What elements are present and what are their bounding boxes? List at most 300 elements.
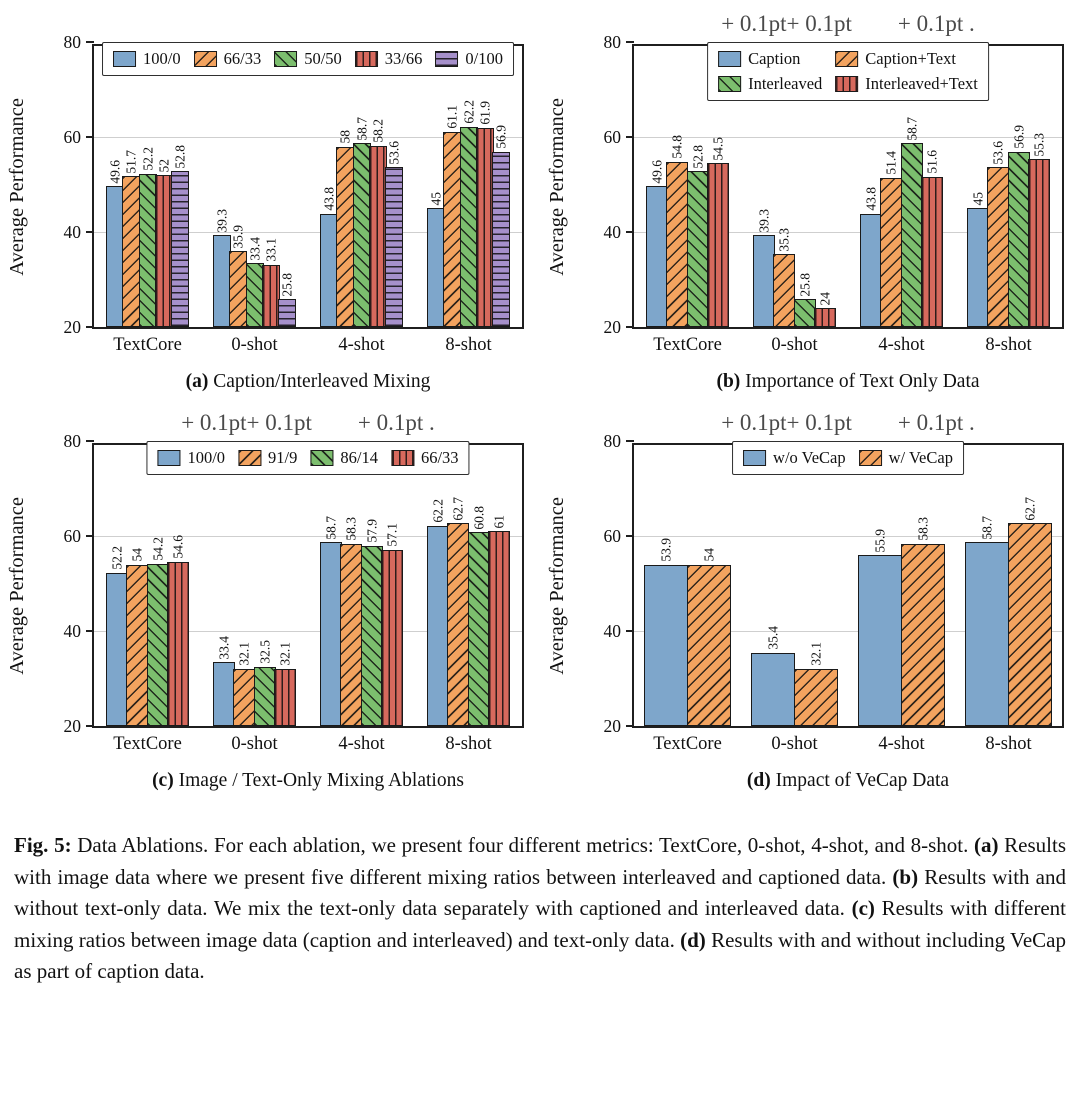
bar-value-text: 33.4 bbox=[246, 236, 262, 261]
bar-value-label bbox=[864, 187, 878, 211]
bar-value-text: 51.7 bbox=[123, 149, 139, 174]
bar-value-label bbox=[767, 626, 781, 650]
bar-group bbox=[94, 46, 201, 327]
bar-fill bbox=[263, 266, 279, 326]
latex-artifact-text: + 0.1pt . bbox=[897, 11, 975, 36]
bar-value-text: 54.6 bbox=[170, 535, 186, 559]
bar-value-text: 45 bbox=[970, 191, 986, 206]
bar-fill bbox=[382, 551, 402, 725]
plot-area bbox=[63, 32, 524, 355]
legend-swatch bbox=[718, 76, 741, 92]
bar-fill bbox=[902, 144, 922, 326]
y-tick-label: 80 bbox=[63, 431, 81, 451]
legend-item bbox=[238, 448, 297, 468]
bar bbox=[687, 144, 709, 327]
y-tick-mark bbox=[626, 326, 634, 328]
subtitle-prefix: (d) bbox=[746, 770, 771, 791]
bar-value-label bbox=[371, 119, 385, 143]
bar-fill bbox=[247, 264, 263, 326]
y-tick-mark bbox=[626, 725, 634, 727]
bar bbox=[353, 116, 371, 327]
bar-value-text: 57.1 bbox=[384, 523, 400, 547]
bar bbox=[967, 191, 989, 327]
bar-group bbox=[955, 445, 1062, 726]
bar-fill bbox=[667, 163, 687, 326]
bar-value-text: 52.8 bbox=[172, 144, 188, 169]
bar-fill bbox=[988, 168, 1008, 326]
x-tick-label: 4-shot bbox=[338, 335, 385, 355]
bar-value-text: 52.2 bbox=[139, 147, 155, 172]
bar-value-text: 54.5 bbox=[710, 136, 726, 161]
y-tick-label: 40 bbox=[63, 222, 81, 242]
bar-value-text: 56.9 bbox=[493, 125, 509, 149]
x-tick-label: 0-shot bbox=[771, 335, 818, 355]
bar bbox=[901, 517, 945, 726]
chart-a-caption-interleaved-mixing bbox=[0, 2, 540, 393]
y-axis-label-text: Average Performance bbox=[5, 97, 28, 276]
bar-fill bbox=[469, 533, 489, 725]
chart-c-image-text-only-mixing-ablations bbox=[0, 401, 540, 792]
bar-value-label bbox=[429, 192, 443, 206]
bar-value-label bbox=[1023, 497, 1037, 521]
y-tick-mark bbox=[86, 326, 94, 328]
y-tick-mark bbox=[626, 535, 634, 537]
bar bbox=[794, 641, 838, 726]
legend bbox=[707, 42, 989, 101]
bar-value-text: 52.2 bbox=[109, 546, 125, 571]
plot-row bbox=[5, 32, 524, 355]
bar-value-label bbox=[108, 160, 122, 184]
bar-fill bbox=[255, 668, 275, 725]
bar-value-text: 49.6 bbox=[106, 159, 122, 184]
bar-value-text: 53.6 bbox=[990, 140, 1006, 165]
bar bbox=[139, 147, 157, 327]
y-tick-mark bbox=[86, 725, 94, 727]
bar-value-label bbox=[171, 535, 185, 559]
bar-value-label bbox=[264, 238, 278, 262]
subtitle-text: Importance of Text Only Data bbox=[745, 371, 980, 392]
y-tick-label: 80 bbox=[603, 431, 621, 451]
chart-subtitle bbox=[92, 371, 524, 393]
bar bbox=[213, 635, 235, 726]
bar-value-text: 35.9 bbox=[230, 224, 246, 249]
bar-value-text: 51.4 bbox=[883, 151, 899, 175]
y-tick-mark bbox=[86, 41, 94, 43]
bar bbox=[171, 144, 189, 327]
bar bbox=[122, 149, 140, 327]
bar-value-text: 24 bbox=[817, 291, 833, 305]
bar-value-label bbox=[355, 117, 369, 141]
bar bbox=[858, 528, 902, 726]
bar-fill bbox=[708, 164, 728, 326]
latex-artifact-note bbox=[92, 403, 524, 443]
subtitle-prefix: (c) bbox=[152, 770, 174, 791]
bar-value-label bbox=[809, 642, 823, 666]
bar-fill bbox=[107, 574, 127, 725]
legend-swatch bbox=[859, 450, 882, 466]
x-tick-label: 4-shot bbox=[338, 734, 385, 754]
bar-value-label bbox=[702, 548, 716, 562]
bar bbox=[773, 227, 795, 327]
legend-swatch bbox=[194, 51, 217, 67]
legend-label: w/ VeCap bbox=[888, 448, 953, 467]
bar bbox=[126, 548, 148, 727]
bar-fill bbox=[127, 566, 147, 726]
bar-value-text: 54 bbox=[129, 548, 145, 562]
y-axis-label bbox=[544, 443, 570, 728]
bar-fill bbox=[477, 129, 493, 326]
legend-label: Interleaved+Text bbox=[865, 74, 978, 93]
bar-value-label bbox=[215, 209, 229, 233]
bar-value-text: 57.9 bbox=[363, 519, 379, 543]
bar-fill bbox=[493, 153, 509, 326]
bar-value-label bbox=[992, 141, 1006, 165]
y-tick-label: 40 bbox=[63, 621, 81, 641]
caption-bold-text: Fig. 5: bbox=[14, 833, 72, 857]
x-tick-label: 4-shot bbox=[878, 734, 925, 754]
bar-value-text: 54 bbox=[700, 548, 716, 562]
bar-value-text: 52.8 bbox=[689, 144, 705, 169]
legend bbox=[732, 441, 964, 475]
latex-artifact-note bbox=[632, 403, 1064, 443]
bar-value-label bbox=[231, 225, 245, 249]
bar-value-text: 32.1 bbox=[277, 641, 293, 666]
bar-value-label bbox=[691, 145, 705, 169]
bar bbox=[340, 517, 362, 726]
y-tick-label: 60 bbox=[603, 127, 621, 147]
bar-fill bbox=[362, 547, 382, 725]
bar-value-text: 62.2 bbox=[460, 99, 476, 124]
chart-subtitle bbox=[632, 371, 1064, 393]
bar-value-label bbox=[671, 135, 685, 159]
legend-swatch bbox=[718, 51, 741, 67]
bar-fill bbox=[966, 543, 1008, 725]
plot-area bbox=[63, 431, 524, 754]
y-tick-label: 40 bbox=[603, 621, 621, 641]
bar bbox=[753, 208, 775, 327]
bar bbox=[880, 151, 902, 327]
bar bbox=[336, 130, 354, 328]
y-tick-mark bbox=[626, 41, 634, 43]
bar-value-label bbox=[472, 506, 486, 530]
legend-label: Caption+Text bbox=[865, 49, 956, 68]
legend-swatch bbox=[391, 450, 414, 466]
bar-value-text: 61.9 bbox=[477, 101, 493, 125]
bar-value-label bbox=[174, 145, 188, 169]
caption-bold-text: (c) bbox=[851, 896, 875, 920]
y-tick-mark bbox=[626, 136, 634, 138]
bar-fill bbox=[234, 670, 254, 725]
bar-fill bbox=[214, 663, 234, 725]
bar bbox=[1028, 132, 1050, 327]
y-tick-mark bbox=[86, 440, 94, 442]
bar-value-text: 58.3 bbox=[343, 517, 359, 542]
bar-value-text: 58.7 bbox=[353, 116, 369, 141]
bar bbox=[320, 515, 342, 726]
x-tick-label: TextCore bbox=[653, 734, 722, 754]
bar-value-label bbox=[711, 137, 725, 161]
y-axis-label bbox=[4, 443, 30, 728]
caption-text: Results with and without including VeCap as part of caption data. bbox=[14, 927, 1066, 983]
bar bbox=[155, 158, 173, 327]
bar bbox=[106, 159, 124, 327]
x-tick-label: 0-shot bbox=[231, 335, 278, 355]
bar-fill bbox=[1009, 153, 1029, 326]
y-tick-label: 60 bbox=[603, 526, 621, 546]
legend-label: w/o VeCap bbox=[773, 448, 846, 467]
legend-item bbox=[743, 448, 846, 468]
plot-row bbox=[545, 431, 1064, 754]
figure-charts-grid bbox=[0, 2, 1080, 800]
bar-fill bbox=[774, 255, 794, 326]
y-tick-label: 80 bbox=[603, 32, 621, 52]
bar-fill bbox=[275, 670, 295, 725]
bar-value-text: 45 bbox=[427, 191, 443, 206]
bar-value-text: 53.6 bbox=[386, 140, 402, 165]
bar bbox=[278, 272, 296, 327]
bar-value-label bbox=[650, 160, 664, 184]
bar-group bbox=[308, 445, 415, 726]
bar bbox=[167, 535, 189, 726]
latex-artifact-text: + 0.1pt+ 0.1pt bbox=[181, 410, 312, 435]
bar-value-text: 32.5 bbox=[256, 640, 272, 664]
bar-value-text: 43.8 bbox=[320, 187, 336, 211]
bar bbox=[646, 159, 668, 327]
x-tick-label: 4-shot bbox=[878, 335, 925, 355]
x-tick-label: 8-shot bbox=[445, 335, 492, 355]
caption-text: Results with and without text-only data. We mix the text-only data separately with captioned and interleaved data. bbox=[14, 864, 1066, 920]
bar-group bbox=[415, 445, 522, 726]
bar bbox=[666, 135, 688, 327]
bar-fill bbox=[1029, 160, 1049, 326]
bar bbox=[901, 116, 923, 327]
bar-value-label bbox=[495, 125, 509, 149]
bar-value-text: 39.3 bbox=[213, 208, 229, 233]
chart-b-importance-of-text-only-data bbox=[540, 2, 1080, 393]
legend-item bbox=[194, 49, 262, 69]
bar bbox=[860, 187, 882, 327]
y-tick-label: 60 bbox=[63, 526, 81, 546]
bar-value-label bbox=[151, 537, 165, 561]
bar-fill bbox=[688, 566, 730, 726]
bar-value-label bbox=[365, 519, 379, 543]
caption-text: Results with image data where we present five different mixing ratios between interleaved and captioned data. bbox=[14, 833, 1067, 889]
bar-value-text: 25.8 bbox=[796, 272, 812, 297]
bar-value-label bbox=[885, 151, 899, 175]
legend-swatch bbox=[435, 51, 458, 67]
x-tick-label: 8-shot bbox=[985, 335, 1032, 355]
plot-row bbox=[5, 431, 524, 754]
bar-value-label bbox=[916, 517, 930, 541]
legend-label: 100/0 bbox=[143, 49, 181, 68]
bar-value-text: 56.9 bbox=[1010, 125, 1026, 149]
bar-value-label bbox=[278, 642, 292, 666]
bar-value-label bbox=[141, 147, 155, 171]
legend-item bbox=[835, 49, 978, 69]
bar-fill bbox=[172, 172, 188, 326]
bar bbox=[369, 118, 387, 327]
bar-value-text: 43.8 bbox=[863, 187, 879, 211]
bar-value-text: 53.9 bbox=[658, 538, 674, 562]
bar-value-text: 51.6 bbox=[924, 150, 940, 174]
latex-artifact-text: + 0.1pt . bbox=[357, 410, 435, 435]
bar bbox=[1008, 125, 1030, 327]
latex-artifact-text: + 0.1pt+ 0.1pt bbox=[721, 410, 852, 435]
bar-value-text: 33.1 bbox=[263, 238, 279, 262]
legend-item bbox=[391, 448, 459, 468]
bar bbox=[427, 191, 445, 327]
y-axis-label-text: Average Performance bbox=[5, 496, 28, 675]
bar-group bbox=[415, 46, 522, 327]
legend-item bbox=[157, 448, 225, 468]
bar bbox=[147, 536, 169, 726]
bar bbox=[229, 224, 247, 327]
bar-value-label bbox=[324, 516, 338, 540]
bar bbox=[427, 498, 449, 726]
legend-label: 100/0 bbox=[187, 448, 226, 467]
bar-value-text: 55.3 bbox=[1031, 132, 1047, 157]
bar-value-label bbox=[345, 517, 359, 541]
plot-area bbox=[603, 32, 1064, 355]
bar-fill bbox=[168, 563, 188, 725]
bar bbox=[707, 136, 729, 327]
bar-fill bbox=[279, 300, 295, 326]
subtitle-prefix: (a) bbox=[185, 371, 209, 392]
bar bbox=[1008, 496, 1052, 726]
figure-caption bbox=[14, 830, 1066, 988]
y-tick-label: 20 bbox=[603, 716, 621, 736]
bar-value-label bbox=[157, 159, 171, 173]
bar bbox=[751, 626, 795, 726]
bar-value-label bbox=[1012, 125, 1026, 149]
latex-artifact-note bbox=[92, 4, 524, 44]
subtitle-prefix: (b) bbox=[716, 371, 741, 392]
y-tick-mark bbox=[626, 440, 634, 442]
bar-value-label bbox=[905, 117, 919, 141]
legend-swatch bbox=[157, 450, 180, 466]
bar-value-text: 55.9 bbox=[872, 528, 888, 553]
latex-artifact-text: + 0.1pt+ 0.1pt bbox=[721, 11, 852, 36]
bar-fill bbox=[859, 556, 901, 725]
bar-value-label bbox=[385, 523, 399, 547]
bar-value-label bbox=[452, 497, 466, 521]
caption-text: Data Ablations. For each ablation, we present four different metrics: TextCore, 0-shot, 4-shot, and 8-shot. bbox=[71, 833, 975, 857]
bar-group bbox=[634, 445, 741, 726]
legend-item bbox=[435, 49, 503, 69]
bar-value-label bbox=[431, 499, 445, 523]
bar-fill bbox=[386, 168, 402, 326]
y-tick-label: 40 bbox=[603, 222, 621, 242]
bar-value-label bbox=[238, 642, 252, 666]
legend-swatch bbox=[274, 51, 297, 67]
bar-value-label bbox=[124, 150, 138, 174]
latex-artifact-note bbox=[632, 4, 1064, 44]
bar bbox=[468, 505, 490, 726]
bar-value-text: 32.1 bbox=[807, 641, 823, 666]
bar-fill bbox=[140, 175, 156, 326]
legend-swatch bbox=[743, 450, 766, 466]
bar-value-label bbox=[818, 292, 832, 306]
bar bbox=[320, 187, 338, 327]
bar-value-label bbox=[248, 237, 262, 261]
bar-group bbox=[308, 46, 415, 327]
bar-value-label bbox=[1032, 133, 1046, 157]
legend-swatch bbox=[355, 51, 378, 67]
bar-fill bbox=[428, 209, 444, 326]
bar-fill bbox=[230, 252, 246, 326]
legend bbox=[102, 42, 514, 76]
bar-fill bbox=[354, 144, 370, 326]
bar-value-label bbox=[388, 141, 402, 165]
bar bbox=[921, 150, 943, 327]
y-tick-mark bbox=[86, 231, 94, 233]
x-tick-label: TextCore bbox=[113, 734, 182, 754]
legend-item bbox=[718, 74, 822, 94]
bar bbox=[443, 105, 461, 327]
bar-value-text: 61 bbox=[491, 514, 507, 529]
bar-value-text: 58.3 bbox=[914, 517, 930, 542]
legend-swatch bbox=[238, 450, 261, 466]
caption-bold-text: (a) bbox=[974, 833, 999, 857]
legend-label: 33/66 bbox=[384, 49, 423, 68]
bar bbox=[381, 523, 403, 726]
x-tick-label: 8-shot bbox=[985, 734, 1032, 754]
bar-value-text: 49.6 bbox=[649, 159, 665, 184]
bar-value-label bbox=[258, 640, 272, 664]
bar-group bbox=[741, 445, 848, 726]
bar-value-text: 58 bbox=[337, 130, 353, 144]
bar-value-text: 25.8 bbox=[279, 272, 295, 297]
bar-fill bbox=[337, 148, 353, 327]
legend-swatch bbox=[835, 51, 858, 67]
x-tick-label: TextCore bbox=[113, 335, 182, 355]
bar-value-text: 62.2 bbox=[430, 498, 446, 523]
y-tick-label: 20 bbox=[63, 716, 81, 736]
bar-value-text: 35.3 bbox=[776, 227, 792, 252]
bar bbox=[254, 640, 276, 726]
legend-swatch bbox=[113, 51, 136, 67]
bar bbox=[987, 140, 1009, 327]
x-tick-label: 8-shot bbox=[445, 734, 492, 754]
chart-d-impact-of-vecap-data bbox=[540, 401, 1080, 792]
chart-subtitle bbox=[92, 770, 524, 792]
bar-value-label bbox=[217, 636, 231, 660]
bar-fill bbox=[148, 565, 168, 725]
bar-fill bbox=[370, 147, 386, 326]
bar-value-label bbox=[874, 529, 888, 553]
bar-value-label bbox=[981, 516, 995, 540]
legend-item bbox=[310, 448, 378, 468]
bar-value-label bbox=[757, 209, 771, 233]
bar bbox=[106, 546, 128, 726]
bar bbox=[385, 140, 403, 327]
bar-value-text: 54.2 bbox=[149, 536, 165, 561]
subtitle-text: Caption/Interleaved Mixing bbox=[213, 371, 431, 392]
chart-subtitle bbox=[632, 770, 1064, 792]
bar-value-label bbox=[322, 187, 336, 211]
bar-fill bbox=[902, 545, 944, 725]
bar bbox=[361, 519, 383, 726]
bar-value-text: 58.7 bbox=[979, 515, 995, 540]
bar bbox=[476, 101, 494, 327]
caption-bold-text: (b) bbox=[892, 864, 919, 889]
bar-fill bbox=[815, 309, 835, 326]
latex-artifact-text: + 0.1pt . bbox=[897, 410, 975, 435]
bar-group bbox=[94, 445, 201, 726]
y-tick-mark bbox=[86, 630, 94, 632]
legend-item bbox=[355, 49, 423, 69]
y-axis-label-text: Average Performance bbox=[545, 496, 568, 675]
